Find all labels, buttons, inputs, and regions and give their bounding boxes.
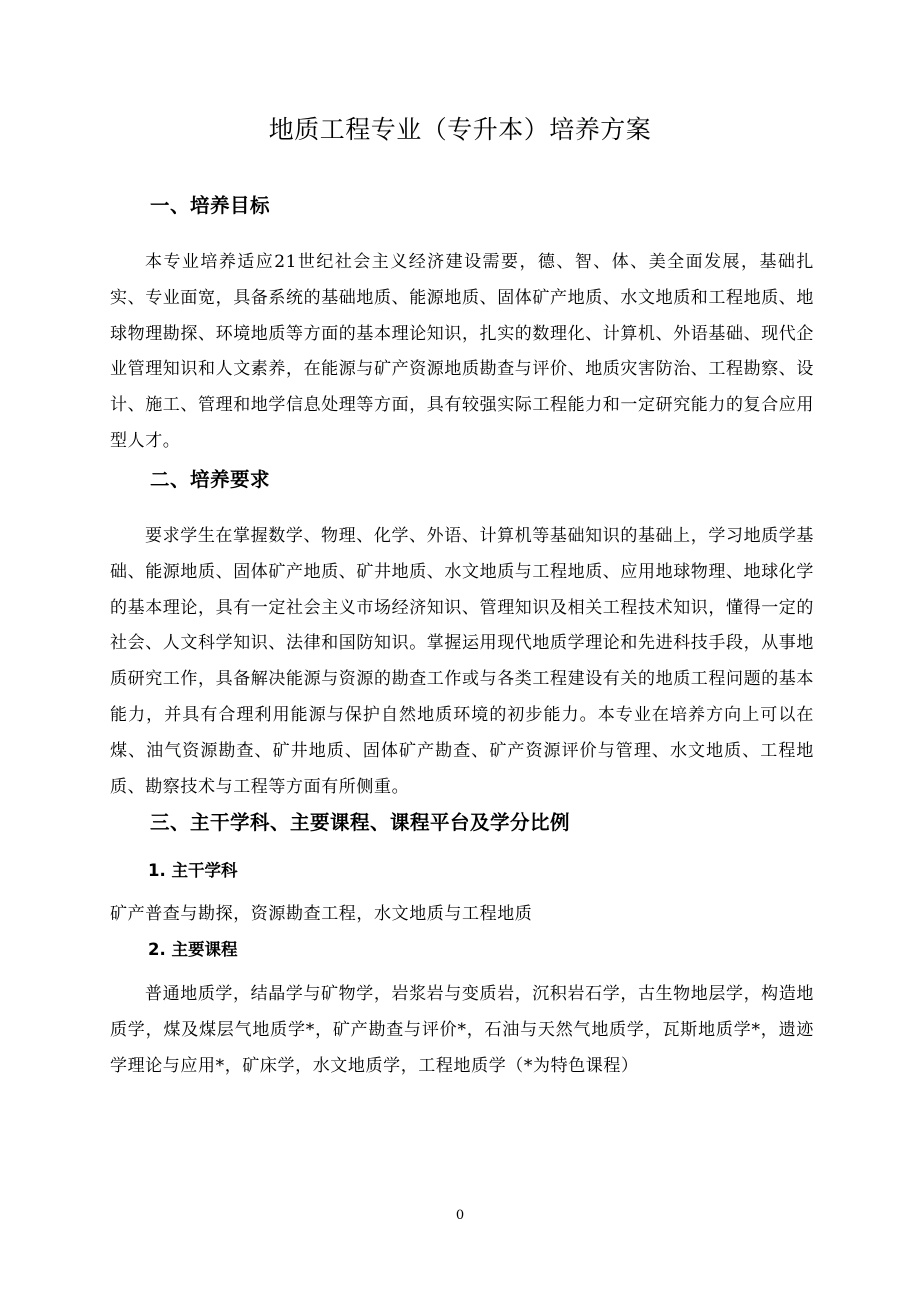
paragraph-training-objectives: 本专业培养适应21世纪社会主义经济建设需要，德、智、体、美全面发展，基础扎实、专业面宽，具备系统的基础地质、能源地质、固体矿产地质、水文地质和工程地质、地球物理勘探、环境地质等方面的基本理论知识，扎实的数理化、计算机、外语基础、现代企业管理知识和人文素养，在能源与矿产资源地质勘查与评价、地质灾害防治、工程勘察、设计、施工、管理和地学信息处理等方面，具有较强实际工程能力和一定研究能力的复合应用型人才。 xyxy=(110,252,814,451)
subheading-main-courses: 2. 主要课程 xyxy=(148,940,238,959)
paragraph-main-courses: 普通地质学，结晶学与矿物学，岩浆岩与变质岩，沉积岩石学，古生物地层学，构造地质学，煤及煤层气地质学*，矿产勘查与评价*，石油与天然气地质学，瓦斯地质学*，遗迹学理论与应用*，矿床学，水文地质学，工程地质学（*为特色课程） xyxy=(110,984,814,1076)
subheading-main-discipline: 1. 主干学科 xyxy=(148,861,238,880)
document-title: 地质工程专业（专升本）培养方案 xyxy=(268,115,652,144)
paragraph-training-requirements: 要求学生在掌握数学、物理、化学、外语、计算机等基础知识的基础上，学习地质学基础、能源地质、固体矿产地质、矿井地质、水文地质与工程地质、应用地球物理、地球化学的基本理论，具有一定社会主义市场经济知识、管理知识及相关工程技术知识，懂得一定的社会、人文科学知识、法律和国防知识。掌握运用现代地质学理论和先进科技手段，从事地质研究工作，具备解决能源与资源的勘查工作或与各类工程建设有关的地质工程问题的基本能力，并具有合理利用能源与保护自然地质环境的初步能力。本专业在培养方向上可以在煤、油气资源勘查、矿井地质、固体矿产勘查、矿产资源评价与管理、水文地质、工程地质、勘察技术与工程等方面有所侧重。 xyxy=(110,526,814,797)
section-heading-training-requirements: 二、培养要求 xyxy=(150,468,271,491)
section-heading-main-disciplines: 三、主干学科、主要课程、课程平台及学分比例 xyxy=(150,811,571,834)
section-heading-training-objectives: 一、培养目标 xyxy=(150,194,271,217)
page-number: 0 xyxy=(455,1208,465,1223)
paragraph-main-discipline: 矿产普查与勘探，资源勘查工程，水文地质与工程地质 xyxy=(110,904,533,924)
